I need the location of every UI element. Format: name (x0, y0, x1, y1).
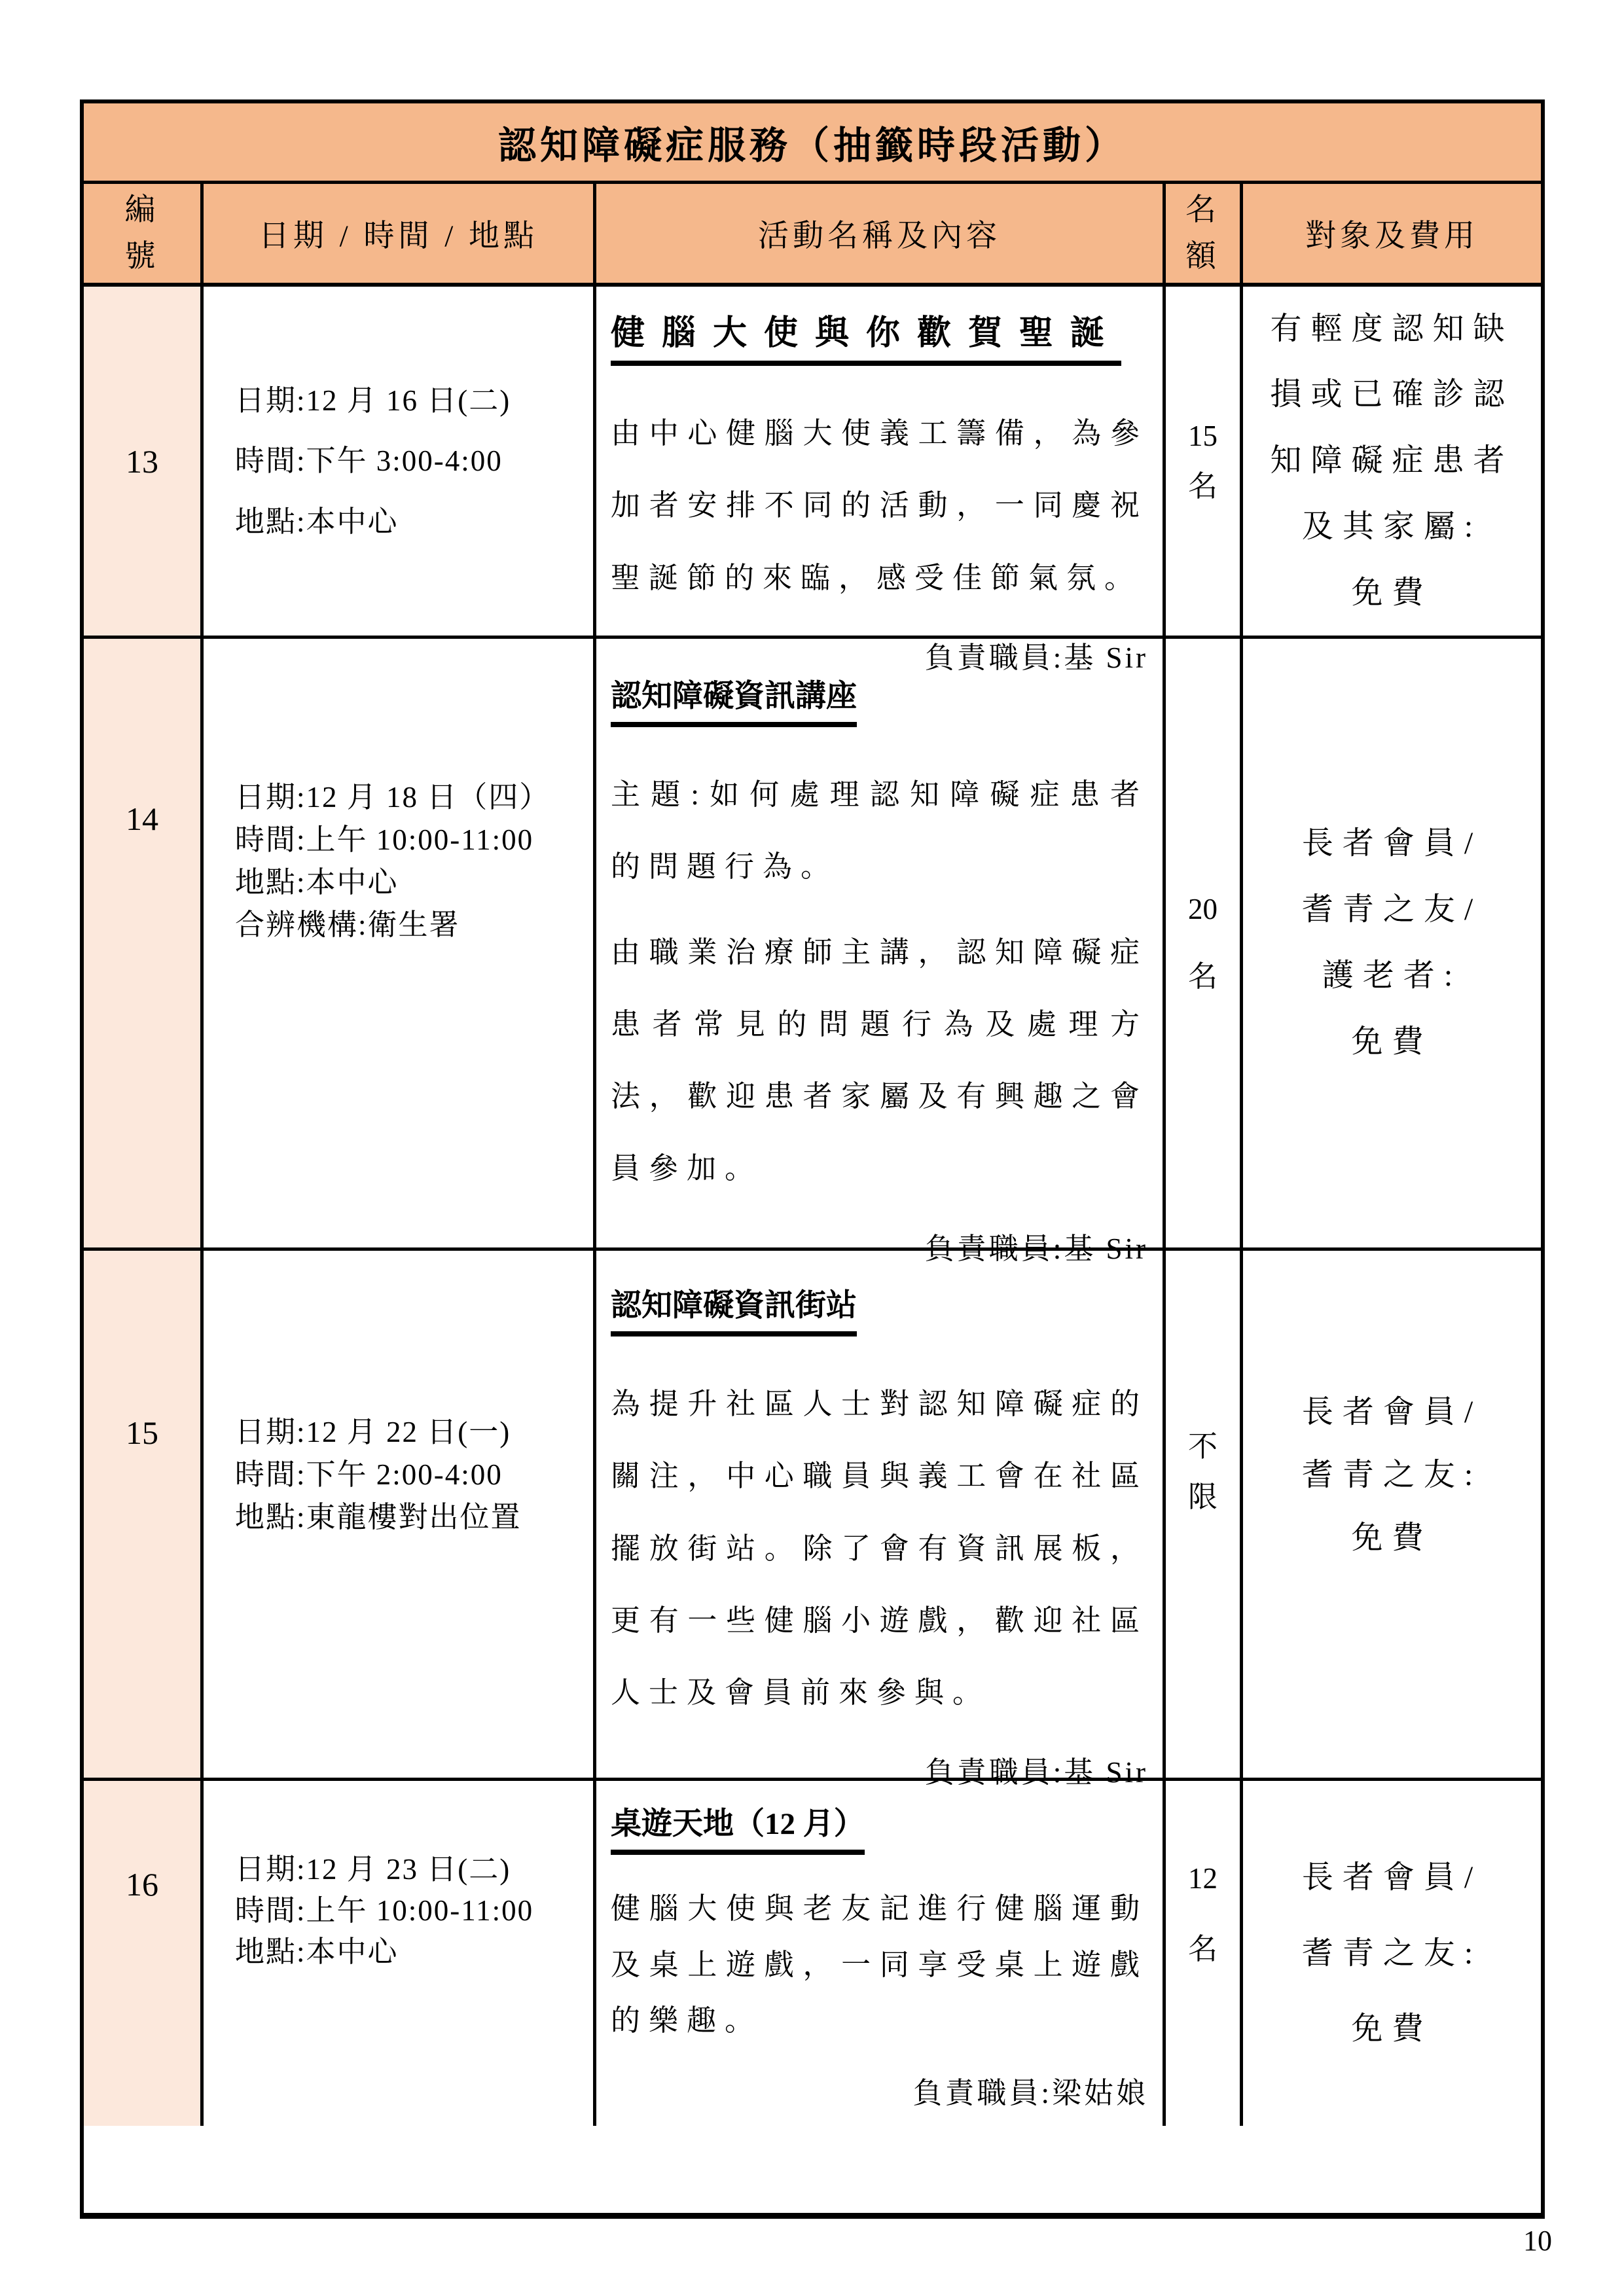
activity-cell (596, 639, 1166, 1265)
activity-description (611, 727, 1148, 1205)
audience-line: 及其家屬: (1301, 509, 1483, 544)
quota-cell (1166, 1251, 1243, 1778)
quota-cell (1166, 639, 1243, 1247)
schedule-line: 地點:本中心 (235, 866, 399, 899)
schedule-line: 時間:上午 10:00-11:00 (235, 823, 534, 856)
quota-line: 15 (1187, 420, 1218, 452)
audience-line: 護老者: (1322, 958, 1462, 993)
audience-value (1302, 811, 1482, 1075)
row-number: 15 (126, 1414, 158, 1451)
schedule-cell (204, 1781, 596, 2126)
audience-line: 耆青之友: (1301, 1457, 1483, 1492)
activities-table (80, 99, 1545, 2219)
quota-line: 名 (1187, 469, 1218, 503)
quota-value (1188, 1422, 1218, 1522)
header-quota: 名額 (1166, 184, 1243, 283)
schedule-line: 地點:本中心 (235, 1935, 399, 1968)
audience-line: 長者會員/ (1301, 1394, 1483, 1429)
schedule-line: 地點:本中心 (235, 505, 399, 538)
paragraphs-line: 由中心健腦大使義工籌備，為參加者安排不同的活動，一同慶祝聖誕節的來臨，感受佳節氣氛。 (611, 417, 1148, 594)
table-title: 認知障礙症服務（抽籤時段活動） (497, 124, 1127, 167)
table-header-row (84, 184, 1541, 287)
schedule-line: 日期:12 月 18 日（四） (235, 780, 550, 814)
table-title-row (84, 103, 1541, 184)
quota-cell (1166, 287, 1243, 636)
schedule-line: 時間:下午 2:00-4:00 (235, 1458, 503, 1491)
activity-title: 認知障礙資訊街站 (611, 1281, 1148, 1336)
activity-title: 健腦大使與你歡賀聖誕 (611, 305, 1148, 366)
row-number-cell (84, 1781, 204, 2126)
audience-line: 免費 (1351, 1520, 1433, 1555)
quota-value (1188, 1843, 1218, 1984)
activity-cell (596, 1251, 1166, 1789)
activity-description (611, 366, 1148, 614)
schedule-block (235, 370, 511, 552)
audience-line: 長者會員/ (1301, 826, 1483, 861)
staff-line: 負責職員:基 Sir (924, 1756, 1148, 1789)
schedule-cell (204, 639, 596, 1247)
row-number: 16 (126, 1866, 158, 1903)
header-number: 編號 (84, 184, 204, 283)
schedule-line: 地點:東龍樓對出位置 (235, 1501, 522, 1534)
schedule-line: 時間:下午 3:00-4:00 (235, 444, 503, 478)
audience-line: 損或已確診認 (1270, 377, 1514, 412)
audience-line: 耆青之友/ (1301, 892, 1483, 927)
schedule-block (235, 1849, 533, 1973)
audience-value (1302, 1381, 1482, 1570)
header-audience-fee: 對象及費用 (1305, 219, 1479, 253)
audience-line: 免費 (1351, 2011, 1433, 2046)
audience-cell (1243, 1781, 1541, 2126)
audience-line: 耆青之友: (1301, 1935, 1483, 1971)
quota-line: 名 (1187, 1933, 1218, 1966)
audience-line: 有輕度認知缺 (1270, 311, 1514, 346)
header-activity: 活動名稱及內容 (596, 184, 1166, 283)
activity-description (611, 1855, 1148, 2049)
quota-line: 12 (1187, 1862, 1218, 1895)
schedule-line: 日期:12 月 23 日(二) (235, 1852, 511, 1886)
activity-title: 認知障礙資訊講座 (611, 672, 1148, 727)
audience-line: 長者會員/ (1301, 1860, 1483, 1895)
audience-cell (1243, 639, 1541, 1247)
schedule-cell (204, 287, 596, 636)
table-row (84, 1251, 1541, 1789)
schedule-cell (204, 1251, 596, 1778)
row-number: 13 (126, 442, 158, 480)
page-number: 10 (1523, 2225, 1552, 2257)
activity-title: 桌遊天地（12 月） (611, 1799, 1148, 1855)
row-number: 14 (126, 800, 158, 837)
paragraphs-line: 主題:如何處理認知障礙症患者的問題行為。 (611, 778, 1148, 884)
schedule-block (235, 776, 550, 947)
paragraphs-line: 為提升社區人士對認知障礙症的關注，中心職員與義工會在社區擺放街站。除了會有資訊展板，更有一些健腦小遊戲，歡迎社區人士及會員前來參與。 (611, 1388, 1148, 1709)
paragraphs-line: 由職業治療師主講，認知障礙症患者常見的問題行為及處理方法，歡迎患者家屬及有興趣之會員參加。 (611, 935, 1148, 1185)
audience-line: 知障礙症患者 (1270, 443, 1514, 478)
table-body (84, 287, 1541, 2126)
audience-value (1302, 1840, 1482, 2066)
table-row (84, 639, 1541, 1265)
audience-cell (1243, 287, 1541, 636)
activity-cell (596, 1781, 1166, 2126)
quota-cell (1166, 1781, 1243, 2126)
audience-line: 免費 (1351, 575, 1433, 610)
staff-line: 負責職員:基 Sir (924, 1232, 1148, 1265)
table-row (84, 287, 1541, 674)
schedule-line: 日期:12 月 22 日(一) (235, 1415, 511, 1448)
header-date-time-place: 日期 / 時間 / 地點 (204, 184, 596, 283)
audience-value (1270, 296, 1513, 626)
row-number-cell (84, 1251, 204, 1778)
quota-line: 名 (1187, 960, 1218, 993)
quota-line: 20 (1187, 892, 1218, 925)
audience-cell (1243, 1251, 1541, 1778)
quota-line: 不 (1187, 1430, 1218, 1463)
row-number-cell (84, 639, 204, 1247)
staff-line: 負責職員:基 Sir (924, 641, 1148, 674)
activity-cell (596, 287, 1166, 674)
row-number-cell (84, 287, 204, 636)
schedule-line: 日期:12 月 16 日(二) (235, 384, 511, 418)
table-row (84, 1781, 1541, 2126)
audience-line: 免費 (1351, 1024, 1433, 1059)
schedule-line: 合辨機構:衛生署 (235, 908, 460, 942)
staff-line: 負責職員:梁姑娘 (912, 2076, 1148, 2109)
schedule-line: 時間:上午 10:00-11:00 (235, 1893, 534, 1927)
quota-value (1188, 411, 1218, 511)
paragraphs-line: 健腦大使與老友記進行健腦運動及桌上遊戲，一同享受桌上遊戲的樂趣。 (611, 1892, 1148, 2037)
activity-description (611, 1336, 1148, 1729)
quota-line: 限 (1187, 1480, 1218, 1513)
schedule-block (235, 1411, 522, 1539)
quota-value (1188, 876, 1218, 1011)
